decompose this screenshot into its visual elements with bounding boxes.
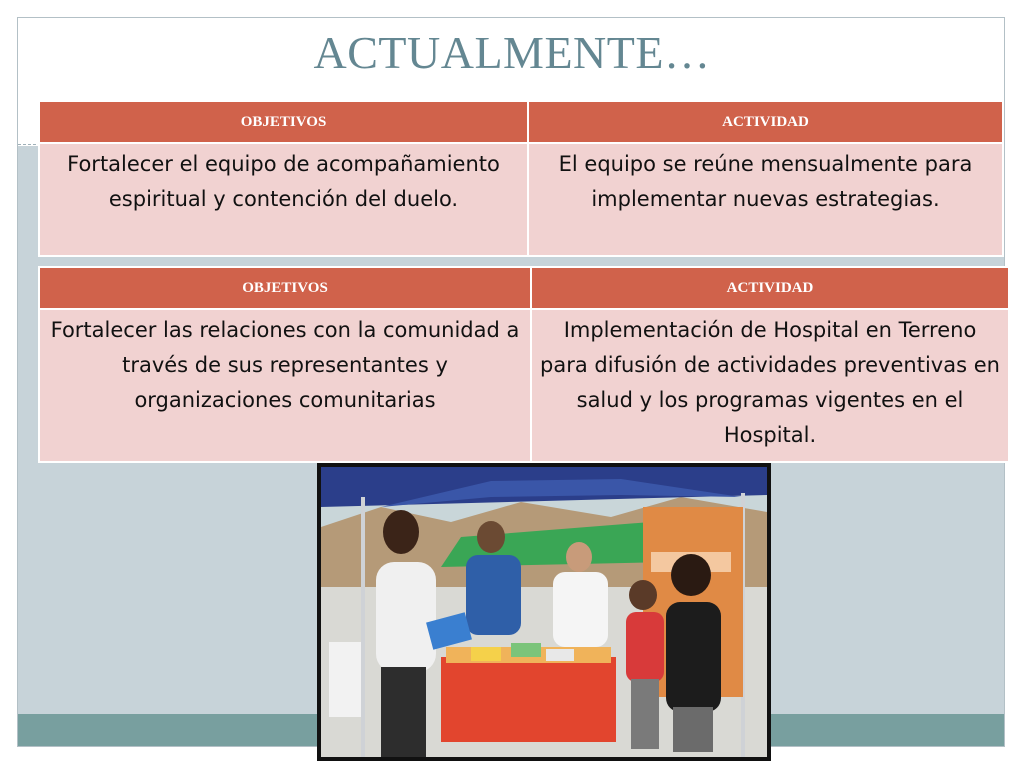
- activity-cell: El equipo se reúne mensualmente para implementar nuevas estrategias.: [528, 143, 1003, 256]
- objective-cell: Fortalecer las relaciones con la comunidad a través de sus representantes y organizaciones comunitarias: [39, 309, 531, 462]
- activity-cell: Implementación de Hospital en Terreno para difusión de actividades preventivas en salud y los programas vigentes en el Hospital.: [531, 309, 1009, 462]
- header-objetivos: OBJETIVOS: [39, 101, 528, 143]
- header-actividad: ACTIVIDAD: [531, 267, 1009, 309]
- objectives-table-1: [38, 100, 1004, 257]
- hospital-en-terreno-photo: [321, 467, 767, 757]
- header-objetivos: OBJETIVOS: [39, 267, 531, 309]
- table-header-row: [39, 267, 1009, 309]
- objective-cell: Fortalecer el equipo de acompañamiento espiritual y contención del duelo.: [39, 143, 528, 256]
- table-row: [39, 143, 1003, 256]
- table-header-row: [39, 101, 1003, 143]
- table-row: [39, 309, 1009, 462]
- objectives-table-2: [38, 266, 1010, 463]
- event-photo: [317, 463, 771, 761]
- header-actividad: ACTIVIDAD: [528, 101, 1003, 143]
- slide-title: ACTUALMENTE…: [313, 27, 711, 78]
